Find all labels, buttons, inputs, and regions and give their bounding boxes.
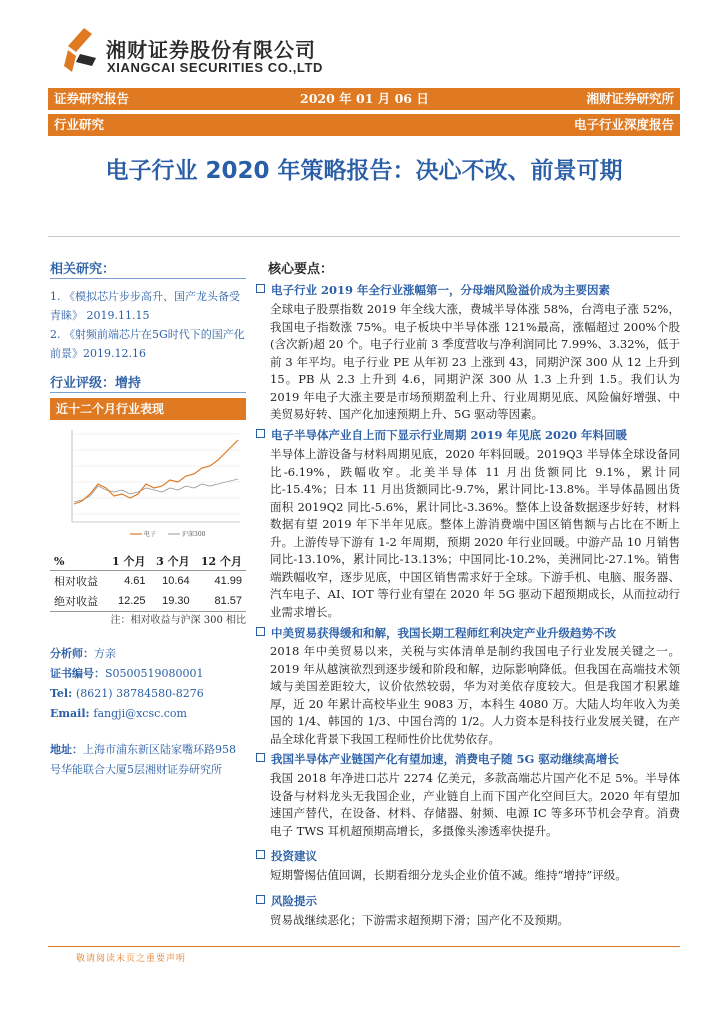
cert-label: 证书编号：: [50, 667, 105, 680]
header-band-bottom: [48, 114, 680, 136]
chart-gridlines: [72, 434, 240, 514]
related-divider: [50, 278, 246, 279]
point-body-1: 全球电子股票指数 2019 年全线大涨，费城半导体涨 58%，台湾电子涨 52%，我国电子指数涨 75%。电子板块中半导体涨 121%最高，涨幅超过 200%个股(含次新)超 20 个。电子行业前 3 季度营收与净利润同比 7.99%、3.32%，低于前 3 年平均。电子行业 PE 从年初 23 上涨到 43，同期沪深 300 从 12 上升到 15。PB 从 2.3 上升到 4.6，同期沪深 300 从 1.3 上升到 1.5。我们认为 2019 年电子大涨主要是市场预期盈利上升、行业周期见底、风险偏好增强、中美贸易好转、国产化加速预期上升、5G 驱动等因素。: [270, 302, 680, 421]
point-body-2: 半导体上游设备与材料周期见底，2020 年料回暖。2019Q3 半导体全球设备同比-6.19%，跌幅收窄。北美半导体 11 月出货额同比 9.1%，累计同比-15.4%；日本 11 月出货额同比-9.7%，累计同比-13.8%。半导体晶圆出货面积 2019Q2 同比-5.6%，累计同比-3.36%。整体上设备数据逐步好转，材料数据有望 2019 年下半年见底。整体上游消费端中国区销售额与占比在不断上升。上游传导下游有 1-2 年周期，预期 2020 年行业回暖。中游产品 10 月销售同比-13.10%，累计同比-13.13%；中国同比-10.2%，美洲同比-27.1%。销售端跌幅收窄，逐步见底，中国区销售需求好于全球。下游手机、电脑、服务器、汽车电子、AI、IOT 等行业有望在 2020 年 5G 驱动下超预期成长，从而拉动行业需求增长。: [270, 447, 680, 619]
point-heading-2: 电子半导体产业自上而下显示行业周期 2019 年见底 2020 年料回暖: [256, 427, 680, 443]
performance-title: 近十二个月行业表现: [56, 402, 165, 416]
analyst-name: 方亲: [94, 647, 116, 660]
rating-label: 行业评级：: [50, 376, 116, 391]
checkbox-icon: [256, 627, 265, 636]
point-heading-5: 投资建议: [256, 848, 680, 864]
disclaimer-note: 敬请阅读末页之重要声明: [76, 954, 187, 964]
table-cell: 19.30: [150, 591, 194, 612]
institute-label: 湘财证券研究所: [586, 91, 674, 106]
table-cell: 4.61: [124, 575, 146, 587]
point-heading-1: 电子行业 2019 年全行业涨幅第一，分母端风险溢价成为主要因素: [256, 282, 680, 298]
table-header: 3 个月: [150, 552, 194, 571]
core-points-heading: 核心要点：: [268, 262, 334, 277]
checkbox-icon: [256, 753, 265, 762]
industry-rating: [50, 372, 246, 391]
chart-line-hs300: [74, 479, 238, 502]
table-cell: 12.25: [105, 591, 149, 612]
legend-hs300: 沪深300: [182, 531, 206, 538]
point-body-6: 贸易战继续恶化；下游需求超预期下滑；国产化不及预期。: [270, 913, 569, 927]
performance-chart: [50, 424, 246, 544]
table-row: [50, 571, 246, 592]
table-cell: 绝对收益: [50, 591, 105, 612]
related-link-1[interactable]: 1. 《模拟芯片步步高升、国产龙头备受青睐》 2019.11.15: [50, 290, 240, 322]
company-logo-icon: [62, 28, 102, 74]
table-header: %: [50, 552, 105, 571]
header-band-top: [48, 88, 680, 110]
table-row: [50, 591, 246, 612]
point-body-3: 2018 年中美贸易以来，关税与实体清单是制约我国电子行业发展关键之一。2019 年从越演欲烈到逐步缓和阶段和解，边际影响降低。但我国在高端技术领域与美国差距较大，议价依然较弱，华为对美依存度较大。但是我国才积累雄厚，近 20 年累计高校毕业生 9083 万，本科生 4080 万。大陆人均年收入为美国的 1/4、韩国的 1/3、中国台湾的 1/2。人力资本是科技行业发展关键，在产品全球化背景下我国工程师性价比优势依存。: [270, 644, 680, 746]
category-label: 行业研究: [54, 117, 105, 132]
email-label: Email:: [50, 707, 94, 720]
legend-electronics: 电子: [144, 531, 157, 538]
title-divider: [48, 236, 680, 237]
checkbox-icon: [256, 895, 265, 904]
tel-number: (8621) 38784580-8276: [76, 687, 204, 700]
rating-value: 增持: [115, 376, 142, 391]
table-cell: 81.57: [194, 591, 246, 612]
table-cell: 10.64: [162, 575, 190, 587]
checkbox-icon: [256, 850, 265, 859]
chart-legend: [130, 530, 206, 538]
footer-divider: [48, 946, 680, 947]
point-body-5: 短期警惕估值回调，长期看细分龙头企业价值不减。维持“增持”评级。: [270, 868, 627, 882]
related-research-heading: 相关研究：: [50, 262, 116, 277]
subcategory-label: 电子行业深度报告: [573, 117, 674, 132]
tel-label: Tel:: [50, 687, 76, 700]
table-cell: 41.99: [214, 575, 242, 587]
performance-table: [50, 552, 246, 612]
email-link[interactable]: fangji@xcsc.com: [93, 707, 187, 720]
table-note: 注：相对收益与沪深 300 相比: [110, 615, 246, 626]
report-title: 电子行业 2020 年策略报告：决心不改、前景可期: [105, 158, 623, 184]
chart-line-electronics: [74, 440, 238, 504]
analyst-contact: [50, 644, 246, 724]
company-name-cn: 湘财证券股份有限公司: [106, 38, 316, 62]
point-heading-4: 我国半导体产业链国产化有望加速，消费电子随 5G 驱动继续高增长: [256, 751, 680, 767]
checkbox-icon: [256, 429, 265, 438]
checkbox-icon: [256, 284, 265, 293]
report-date: 2020 年 01 月 06 日: [300, 91, 429, 106]
table-cell: 相对收益: [54, 575, 98, 588]
performance-heading: [50, 398, 246, 420]
table-header: 12 个月: [194, 552, 246, 571]
address-label: 地址：: [50, 743, 83, 756]
point-heading-3: 中美贸易获得缓和和解，我国长期工程师红利决定产业升级趋势不改: [256, 625, 680, 641]
related-link-2[interactable]: 2. 《射频前端芯片在5G时代下的国产化前景》2019.12.16: [50, 328, 245, 360]
cert-number: S0500519080001: [105, 667, 204, 680]
rating-divider: [50, 392, 246, 393]
address-block: [50, 740, 246, 780]
company-name-en: XIANGCAI SECURITIES CO.,LTD: [107, 60, 324, 75]
point-body-4: 我国 2018 年净进口芯片 2274 亿美元，多款高端芯片国产化不足 5%。半导体设备与材料龙头无我国企业，产业链自上而下国产化空间巨大。2020 年有望加速国产替代，在设备、材料、存储器、射频、电源 IC 等多环节机会孕育。消费电子 TWS 耳机超预期高增长，多摄像头渗透率快提升。: [270, 771, 680, 838]
address-value: 上海市浦东新区陆家嘴环路958号华能联合大厦5层湘财证券研究所: [50, 743, 236, 776]
analyst-label: 分析师：: [50, 647, 94, 660]
table-header: 1 个月: [105, 552, 149, 571]
report-type-label: 证券研究报告: [54, 91, 130, 106]
point-heading-6: 风险提示: [256, 893, 680, 909]
